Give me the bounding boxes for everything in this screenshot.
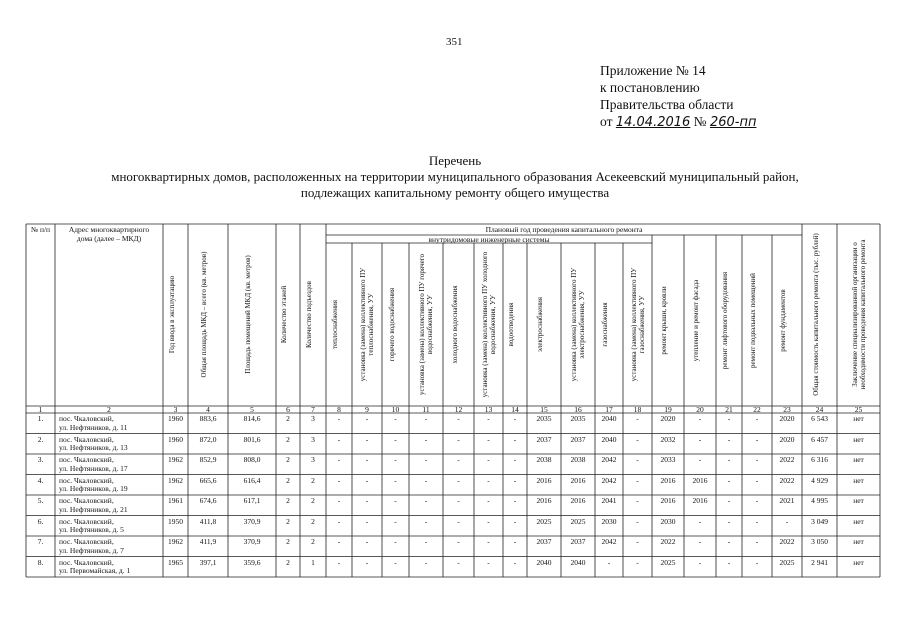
header-work-11: установка (замена) коллективного ПУ газоснабжения, УУ <box>629 267 646 382</box>
row-work-value: - <box>755 455 759 464</box>
column-number: 17 <box>605 404 613 414</box>
row-work-value: - <box>698 537 702 546</box>
row-work-value: 2037 <box>570 434 586 444</box>
column-number: 4 <box>206 404 210 414</box>
header-work-12: ремонт крыши, кровли <box>660 286 668 355</box>
header-total-area: Общая площадь МКД – всего (кв. метров) <box>200 251 208 378</box>
row-work-value: - <box>365 455 369 464</box>
header-work-4: установка (замена) коллективного ПУ горячего водоснабжения, УУ <box>418 254 434 395</box>
row-work-value: - <box>394 455 397 464</box>
column-number: 5 <box>250 404 254 414</box>
row-work-value: - <box>487 537 490 546</box>
row-work-value: - <box>457 434 460 444</box>
row-work-value: - <box>785 516 789 526</box>
row-premises-area: 617,1 <box>243 496 261 505</box>
header-year: Год ввода в эксплуатацию <box>167 275 176 354</box>
row-work-value: 2020 <box>660 414 676 423</box>
header-work-1: теплоснабжения <box>331 300 339 349</box>
row-work-value: - <box>337 475 341 485</box>
row-work-value: - <box>513 516 517 526</box>
row-work-value: - <box>755 475 759 485</box>
row-conclusion: нет <box>853 475 864 485</box>
row-work-value: 2025 <box>779 557 795 567</box>
row-work-value: 2037 <box>570 537 586 546</box>
row-work-value: - <box>698 516 702 526</box>
row-conclusion: нет <box>853 537 864 546</box>
row-year: 1960 <box>168 414 183 423</box>
row-work-value: - <box>365 496 369 505</box>
row-work-value: - <box>755 434 759 444</box>
row-total-area: 852,9 <box>199 455 217 464</box>
row-number: 2. <box>37 434 44 444</box>
row-address-line-1: пос. Чкаловский, <box>59 516 114 526</box>
row-number: 5. <box>37 496 44 505</box>
row-work-value: - <box>487 496 490 505</box>
page-number: 351 <box>446 36 463 48</box>
row-floors: 2 <box>286 516 290 526</box>
header-work-10: газоснабжения <box>601 302 609 347</box>
row-conclusion: нет <box>853 516 864 526</box>
row-address-line-2: ул. Нефтяников, д. 5 <box>59 525 124 534</box>
header-engineering: внутридомовые инженерные системы <box>428 235 550 244</box>
header-work-5: холодного водоснабжения <box>450 285 459 364</box>
annex-line-1: Приложение № 14 <box>600 63 706 78</box>
row-premises-area: 808,0 <box>243 455 261 464</box>
header-work-16: ремонт фундаментов <box>779 289 787 352</box>
row-work-value: 2022 <box>779 537 795 546</box>
row-work-value: - <box>337 537 341 546</box>
row-work-value: - <box>513 496 517 505</box>
row-work-value: - <box>424 475 428 485</box>
row-year: 1962 <box>168 475 183 485</box>
row-year: 1960 <box>168 434 183 444</box>
row-total-area: 665,6 <box>199 475 217 485</box>
row-work-value: - <box>698 414 702 423</box>
column-number: 9 <box>365 404 369 414</box>
row-entrances: 2 <box>311 496 315 505</box>
row-work-value: 2016 <box>660 475 676 485</box>
column-number: 1 <box>38 404 43 414</box>
row-total-area: 411,8 <box>199 516 217 526</box>
row-floors: 2 <box>286 455 290 464</box>
row-floors: 2 <box>286 557 290 567</box>
header-work-8: электроснабжения <box>536 297 544 353</box>
row-number: 1. <box>37 414 44 423</box>
row-work-value: 2040 <box>536 557 552 567</box>
title-line-1: Перечень <box>428 153 482 168</box>
column-number: 25 <box>854 404 863 414</box>
annex-date-prefix: от <box>600 114 613 129</box>
row-work-value: - <box>513 434 517 444</box>
row-work-value: 2032 <box>660 434 676 444</box>
row-address-line-2: ул. Нефтяников, д. 11 <box>59 422 128 432</box>
column-number: 21 <box>725 404 733 414</box>
row-address-line-1: пос. Чкаловский, <box>59 455 114 464</box>
row-work-value: 2016 <box>692 496 708 505</box>
row-premises-area: 616,4 <box>243 475 261 485</box>
row-work-value: - <box>487 516 490 526</box>
row-premises-area: 801,6 <box>243 434 261 444</box>
row-year: 1950 <box>168 516 183 526</box>
row-cost: 6 457 <box>811 434 828 444</box>
title-line-3: подлежащих капитальному ремонту общего имущества <box>300 185 610 200</box>
row-work-value: - <box>424 537 428 546</box>
column-number: 19 <box>664 404 672 414</box>
header-conclusion: Заключение специализированной организации о необходимости проведения капитального ремонта <box>850 239 867 390</box>
row-work-value: - <box>394 557 397 567</box>
row-work-value: - <box>424 557 428 567</box>
annex-number: 260-пп <box>709 115 757 130</box>
row-entrances: 3 <box>311 455 315 464</box>
annex-line-2: к постановлению <box>600 80 700 95</box>
row-year: 1962 <box>168 455 183 464</box>
row-total-area: 674,6 <box>199 496 217 505</box>
column-number: 20 <box>696 404 704 414</box>
row-floors: 2 <box>286 475 290 485</box>
row-work-value: - <box>607 557 611 567</box>
row-year: 1961 <box>168 496 183 505</box>
row-work-value: - <box>365 557 369 567</box>
row-entrances: 1 <box>311 557 315 567</box>
row-work-value: - <box>457 455 460 464</box>
row-premises-area: 370,9 <box>243 537 261 546</box>
column-number: 7 <box>311 404 315 414</box>
header-work-15: ремонт подвальных помещений <box>749 273 757 368</box>
row-work-value: 2016 <box>570 496 586 505</box>
row-work-value: - <box>337 434 341 444</box>
row-entrances: 2 <box>311 516 315 526</box>
row-work-value: - <box>755 414 759 423</box>
row-total-area: 883,6 <box>199 414 217 423</box>
row-work-value: 2016 <box>536 496 552 505</box>
row-work-value: 2030 <box>660 516 676 526</box>
row-conclusion: нет <box>853 557 864 567</box>
row-cost: 2 941 <box>811 557 828 567</box>
row-work-value: - <box>424 455 428 464</box>
row-work-value: - <box>457 414 460 423</box>
row-work-value: - <box>513 557 517 567</box>
row-address-line-2: ул. Нефтяников, д. 7 <box>59 545 124 555</box>
row-work-value: - <box>457 516 460 526</box>
row-premises-area: 814,6 <box>243 414 261 423</box>
row-floors: 2 <box>286 496 290 505</box>
header-entrances: Количество подъездов <box>305 281 313 348</box>
row-total-area: 397,1 <box>199 557 217 567</box>
row-work-value: 2016 <box>692 475 708 485</box>
row-floors: 2 <box>286 434 290 444</box>
row-work-value: - <box>487 475 490 485</box>
row-number: 6. <box>37 516 44 526</box>
row-work-value: - <box>365 516 369 526</box>
row-work-value: 2016 <box>570 475 586 485</box>
header-work-7: водоотведения <box>507 302 515 347</box>
row-work-value: - <box>457 537 460 546</box>
row-work-value: - <box>365 414 369 423</box>
row-work-value: - <box>394 516 397 526</box>
row-work-value: - <box>727 414 731 423</box>
column-number: 3 <box>173 404 178 414</box>
row-work-value: 2038 <box>536 455 552 464</box>
row-work-value: - <box>698 557 702 567</box>
row-work-value: - <box>487 414 490 423</box>
row-address-line-2: ул. Нефтяников, д. 13 <box>59 443 128 452</box>
row-address-line-1: пос. Чкаловский, <box>59 414 114 423</box>
row-work-value: - <box>727 455 731 464</box>
row-work-value: 2040 <box>601 414 617 423</box>
row-conclusion: нет <box>853 434 864 444</box>
row-address-line-2: ул. Нефтяников, д. 17 <box>59 463 128 473</box>
header-floors: Количество этажей <box>280 285 288 344</box>
row-work-value: 2033 <box>660 455 676 464</box>
header-num: № п/п <box>30 225 51 234</box>
column-number: 11 <box>422 404 430 414</box>
row-work-value: 2041 <box>601 496 617 505</box>
header-work-9: установка (замена) коллективного ПУ электроснабжения, УУ <box>570 267 586 382</box>
row-work-value: - <box>457 557 460 567</box>
row-floors: 2 <box>286 537 290 546</box>
header-cost: Общая стоимость капитального ремонта (тыс. рублей) <box>811 233 820 396</box>
row-work-value: - <box>755 537 759 546</box>
row-cost: 3 049 <box>811 516 828 526</box>
row-work-value: - <box>457 496 460 505</box>
row-work-value: - <box>698 434 702 444</box>
row-work-value: - <box>727 537 731 546</box>
row-conclusion: нет <box>853 496 864 505</box>
row-work-value: - <box>727 496 731 505</box>
row-work-value: - <box>513 414 517 423</box>
row-work-value: - <box>636 516 639 526</box>
row-entrances: 2 <box>311 475 315 485</box>
row-work-value: 2042 <box>601 475 617 485</box>
row-total-area: 411,9 <box>199 537 217 546</box>
row-work-value: - <box>365 537 369 546</box>
row-work-value: - <box>394 475 397 485</box>
row-work-value: - <box>394 496 397 505</box>
row-address-line-1: пос. Чкаловский, <box>59 475 114 485</box>
annex-date: 14.04.2016 <box>615 115 691 130</box>
row-work-value: - <box>424 496 428 505</box>
row-total-area: 872,0 <box>199 434 217 444</box>
row-work-value: - <box>727 557 731 567</box>
column-number: 12 <box>454 404 463 414</box>
header-address: Адрес многоквартирного дома (далее – МКД) <box>68 225 150 243</box>
row-work-value: - <box>636 434 639 444</box>
row-work-value: - <box>727 516 731 526</box>
column-number: 16 <box>574 404 582 414</box>
row-cost: 4 995 <box>811 496 828 505</box>
row-floors: 2 <box>286 414 290 423</box>
row-number: 8. <box>37 557 44 567</box>
row-work-value: 2021 <box>779 496 795 505</box>
column-number: 18 <box>633 404 642 414</box>
row-work-value: - <box>424 434 428 444</box>
column-number: 22 <box>753 404 761 414</box>
row-work-value: 2025 <box>570 516 586 526</box>
row-work-value: 2030 <box>601 516 617 526</box>
row-work-value: - <box>337 455 341 464</box>
row-work-value: - <box>698 455 702 464</box>
row-work-value: - <box>636 557 639 567</box>
row-work-value: - <box>394 537 397 546</box>
row-work-value: - <box>513 455 517 464</box>
row-work-value: - <box>727 434 731 444</box>
row-work-value: - <box>337 557 341 567</box>
row-premises-area: 359,6 <box>243 557 261 567</box>
row-work-value: - <box>394 414 397 423</box>
row-work-value: - <box>394 434 397 444</box>
row-work-value: 2042 <box>601 455 617 464</box>
header-planned-year: Плановый год проведения капитального ремонта <box>485 225 643 234</box>
row-address-line-1: пос. Чкаловский, <box>59 537 114 546</box>
row-work-value: - <box>424 414 428 423</box>
column-number: 10 <box>391 404 400 414</box>
row-number: 7. <box>37 537 44 546</box>
row-work-value: 2035 <box>536 414 552 423</box>
row-cost: 4 929 <box>811 475 828 485</box>
row-work-value: - <box>337 496 341 505</box>
header-work-13: утепление и ремонт фасада <box>692 279 700 362</box>
column-number: 15 <box>540 404 548 414</box>
annex-line-3: Правительства области <box>600 97 734 112</box>
row-year: 1962 <box>168 537 183 546</box>
column-number: 8 <box>337 404 341 414</box>
column-number: 24 <box>815 404 824 414</box>
row-work-value: - <box>727 475 731 485</box>
row-work-value: - <box>424 516 428 526</box>
row-work-value: - <box>755 557 759 567</box>
row-work-value: - <box>365 434 369 444</box>
row-work-value: - <box>513 475 517 485</box>
header-work-6: установка (замена) коллективного ПУ холодного водоснабжения, УУ <box>480 251 497 398</box>
row-work-value: 2040 <box>570 557 586 567</box>
row-work-value: 2042 <box>601 537 617 546</box>
header-work-14: ремонт лифтового оборудования <box>721 271 729 370</box>
row-entrances: 3 <box>311 414 315 423</box>
row-address-line-2: ул. Нефтяников, д. 21 <box>59 504 128 514</box>
column-number: 23 <box>783 404 791 414</box>
row-work-value: - <box>487 434 490 444</box>
row-address-line-2: ул. Первомайская, д. 1 <box>59 566 131 575</box>
header-work-3: горячего водоснабжения <box>387 287 396 362</box>
row-conclusion: нет <box>853 455 864 464</box>
row-entrances: 2 <box>311 537 315 546</box>
row-work-value: 2037 <box>536 537 552 546</box>
row-work-value: - <box>513 537 517 546</box>
row-work-value: - <box>636 496 639 505</box>
row-address-line-1: пос. Чкаловский, <box>59 434 114 444</box>
row-number: 3. <box>37 455 44 464</box>
row-work-value: - <box>755 496 759 505</box>
column-number: 2 <box>107 404 111 414</box>
row-work-value: - <box>487 455 490 464</box>
row-entrances: 3 <box>311 434 315 444</box>
row-work-value: 2025 <box>536 516 552 526</box>
row-address-line-1: пос. Чкаловский, <box>59 557 114 567</box>
row-cost: 3 050 <box>811 537 828 546</box>
header-premises-area: Площадь помещений МКД (кв. метров) <box>244 255 252 374</box>
row-work-value: 2020 <box>779 414 795 423</box>
title-line-2: многоквартирных домов, расположенных на территории муниципального образования Асекеевский муниципальный район, <box>111 169 799 184</box>
row-address-line-1: пос. Чкаловский, <box>59 496 114 505</box>
row-work-value: 2035 <box>570 414 586 423</box>
row-work-value: - <box>636 455 639 464</box>
row-cost: 6 316 <box>811 455 828 464</box>
row-work-value: - <box>755 516 759 526</box>
row-work-value: - <box>457 475 460 485</box>
row-work-value: 2022 <box>779 455 795 464</box>
annex-number-sign: № <box>693 114 707 129</box>
row-work-value: 2022 <box>779 475 795 485</box>
row-work-value: 2022 <box>660 537 676 546</box>
row-premises-area: 370,9 <box>243 516 261 526</box>
row-work-value: - <box>337 516 341 526</box>
row-year: 1965 <box>168 557 183 567</box>
row-work-value: - <box>636 414 639 423</box>
column-number: 13 <box>484 404 493 414</box>
row-work-value: - <box>337 414 341 423</box>
row-work-value: 2037 <box>536 434 552 444</box>
row-number: 4. <box>37 475 44 485</box>
column-number: 6 <box>286 404 290 414</box>
header-work-2: установка (замена) коллективного ПУ теплоснабжения, УУ <box>359 267 375 382</box>
row-conclusion: нет <box>853 414 864 423</box>
column-number: 14 <box>511 404 519 414</box>
row-work-value: - <box>487 557 490 567</box>
row-work-value: 2016 <box>536 475 552 485</box>
row-work-value: - <box>636 475 639 485</box>
row-work-value: 2038 <box>570 455 586 464</box>
row-work-value: - <box>365 475 369 485</box>
row-work-value: - <box>636 537 639 546</box>
row-work-value: 2040 <box>601 434 617 444</box>
row-work-value: 2016 <box>660 496 676 505</box>
row-cost: 6 543 <box>811 414 828 423</box>
row-work-value: 2020 <box>779 434 795 444</box>
row-work-value: 2025 <box>660 557 676 567</box>
row-address-line-2: ул. Нефтяников, д. 19 <box>59 484 128 493</box>
